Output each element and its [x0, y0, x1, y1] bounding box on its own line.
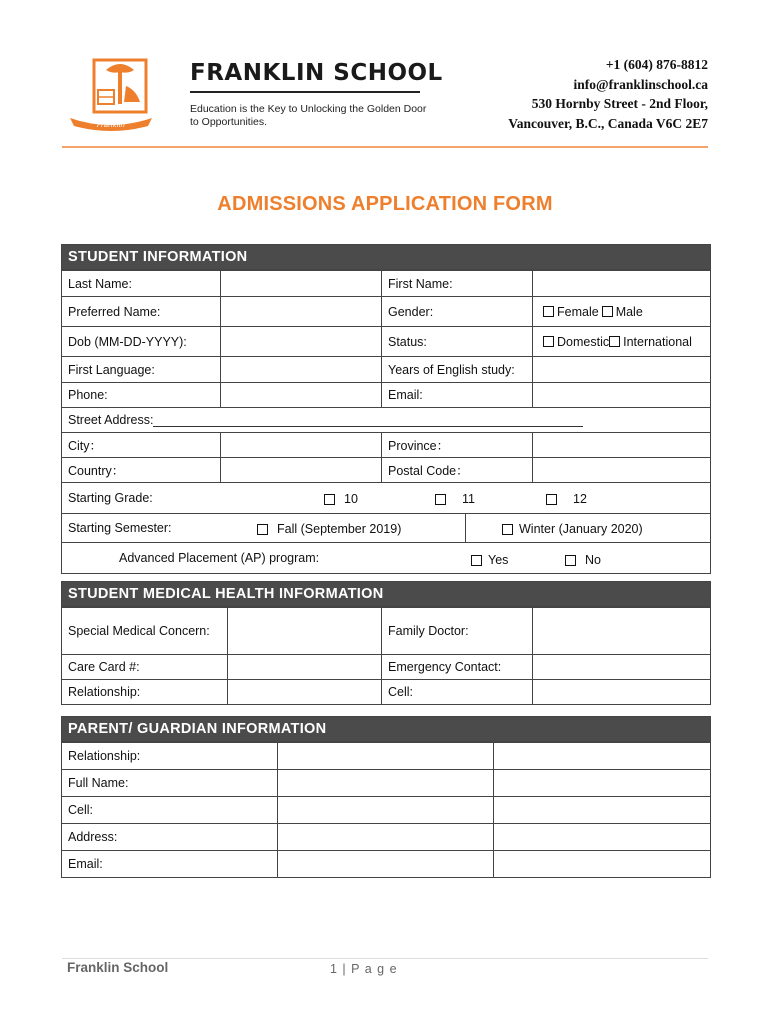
checkbox-icon[interactable]: [609, 336, 620, 347]
parent-full-name-label: Full Name:: [68, 776, 129, 790]
years-english-field[interactable]: [532, 357, 710, 382]
parent1-address-field[interactable]: [277, 824, 493, 850]
province-field[interactable]: [532, 433, 710, 457]
starting-semester-label: Starting Semester:: [68, 521, 172, 535]
logo-ribbon-text: Franklin: [96, 121, 126, 129]
option-label: Winter (January 2020): [519, 522, 643, 536]
checkbox-icon[interactable]: [257, 524, 268, 535]
semester-winter-option[interactable]: [502, 522, 643, 536]
form-row: [62, 796, 710, 823]
option-label: No: [585, 553, 601, 567]
status-domestic-option[interactable]: [543, 335, 609, 349]
family-doctor-label: Family Doctor:: [381, 608, 532, 654]
medical-information-section: [61, 581, 711, 705]
preferred-name-label: Preferred Name:: [68, 304, 161, 319]
parent-cell-label: Cell:: [68, 803, 94, 817]
first-language-field[interactable]: [220, 357, 381, 382]
email-field[interactable]: [532, 383, 710, 407]
checkbox-icon[interactable]: [435, 494, 446, 505]
checkbox-icon[interactable]: [602, 306, 613, 317]
last-name-field[interactable]: [220, 271, 381, 296]
checkbox-icon[interactable]: [502, 524, 513, 535]
checkbox-icon[interactable]: [471, 555, 482, 566]
option-label: 11: [462, 492, 475, 506]
care-card-field[interactable]: [227, 655, 381, 679]
email-label: Email:: [381, 383, 532, 407]
city-label: City：: [68, 439, 103, 453]
form-row: [62, 296, 710, 326]
checkbox-icon[interactable]: [324, 494, 335, 505]
grade-12-option[interactable]: [546, 492, 587, 506]
gender-label: Gender:: [381, 297, 532, 326]
form-row: [62, 482, 710, 513]
ap-yes-option[interactable]: [471, 553, 508, 567]
checkbox-icon[interactable]: [565, 555, 576, 566]
form-row: [62, 742, 710, 769]
form-row: [62, 850, 710, 877]
checkbox-icon[interactable]: [543, 336, 554, 347]
option-label: Fall (September 2019): [277, 522, 402, 536]
school-tagline: Education is the Key to Unlocking the Golden Door to Opportunities.: [190, 103, 427, 128]
form-row: [62, 607, 710, 654]
medical-relationship-field[interactable]: [227, 680, 381, 704]
first-name-field[interactable]: [532, 271, 710, 296]
parent1-email-field[interactable]: [277, 851, 493, 877]
school-name: FRANKLIN SCHOOL: [190, 60, 443, 86]
contact-address-line1: 530 Hornby Street - 2nd Floor,: [531, 96, 708, 111]
ap-program-label: Advanced Placement (AP) program:: [119, 551, 320, 565]
section-heading: STUDENT INFORMATION: [62, 245, 710, 270]
form-row: [62, 823, 710, 850]
country-field[interactable]: [220, 458, 381, 482]
contact-email: info@franklinschool.ca: [573, 76, 708, 92]
form-row: [62, 356, 710, 382]
parent-relationship-label: Relationship:: [68, 749, 141, 763]
last-name-label: Last Name:: [68, 276, 132, 291]
option-label: 12: [573, 492, 587, 506]
contact-address-line2: Vancouver, B.C., Canada V6C 2E7: [508, 115, 708, 131]
dob-label: Dob (MM-DD-YYYY):: [68, 334, 187, 349]
care-card-label: Care Card #:: [68, 660, 140, 674]
country-label: Country：: [68, 464, 125, 478]
form-row: [62, 457, 710, 482]
parent2-relationship-field[interactable]: [493, 743, 710, 769]
form-row: [62, 382, 710, 407]
form-row: [62, 326, 710, 356]
parent2-full-name-field[interactable]: [493, 770, 710, 796]
postal-code-label: Postal Code：: [381, 458, 532, 482]
province-label: Province：: [381, 433, 532, 457]
postal-code-field[interactable]: [532, 458, 710, 482]
option-label: International: [623, 334, 692, 349]
parent-address-label: Address:: [68, 830, 118, 844]
form-row: [62, 513, 710, 542]
street-address-field[interactable]: [153, 414, 583, 427]
ap-no-option[interactable]: [565, 553, 601, 567]
form-row: [62, 654, 710, 679]
starting-grade-label: Starting Grade:: [68, 491, 153, 505]
checkbox-icon[interactable]: [543, 306, 554, 317]
page-number: 1 | P a g e: [330, 962, 398, 976]
footer-school-name: Franklin School: [67, 960, 169, 975]
family-doctor-field[interactable]: [532, 608, 710, 654]
parent-guardian-section: [61, 716, 711, 878]
first-name-label: First Name:: [381, 271, 532, 296]
option-label: Female: [557, 304, 599, 319]
form-row: [62, 679, 710, 704]
parent1-cell-field[interactable]: [277, 797, 493, 823]
option-label: Yes: [488, 553, 509, 567]
section-heading: STUDENT MEDICAL HEALTH INFORMATION: [62, 582, 710, 607]
dob-field[interactable]: [220, 327, 381, 356]
medical-relationship-label: Relationship:: [68, 685, 141, 699]
emergency-contact-label: Emergency Contact:: [381, 655, 532, 679]
special-concern-field[interactable]: [227, 608, 381, 654]
status-options: [532, 327, 710, 356]
grade-11-option[interactable]: [435, 492, 475, 506]
form-row: [62, 542, 710, 573]
parent1-relationship-field[interactable]: [277, 743, 493, 769]
medical-cell-label: Cell:: [381, 680, 532, 704]
footer-divider: [62, 958, 708, 959]
form-title: ADMISSIONS APPLICATION FORM: [217, 193, 553, 215]
parent2-address-field[interactable]: [493, 824, 710, 850]
grade-10-option[interactable]: [324, 492, 358, 506]
semester-fall-option[interactable]: [257, 522, 401, 536]
first-language-label: First Language:: [68, 362, 155, 377]
special-concern-label: Special Medical Concern:: [68, 624, 210, 638]
phone-label: Phone:: [68, 388, 108, 402]
contact-phone: +1 (604) 876-8812: [605, 57, 708, 72]
parent-email-label: Email:: [68, 857, 103, 871]
header-divider: [62, 146, 708, 148]
parent1-full-name-field[interactable]: [277, 770, 493, 796]
form-row: [62, 407, 710, 432]
status-international-option[interactable]: [609, 335, 692, 349]
gender-male-option[interactable]: [602, 305, 643, 319]
form-row: [62, 270, 710, 296]
street-address-cell: [62, 408, 710, 432]
gender-options: [532, 297, 710, 326]
section-heading: PARENT/ GUARDIAN INFORMATION: [62, 717, 710, 742]
phone-field[interactable]: [220, 383, 381, 407]
form-row: [62, 432, 710, 457]
medical-cell-field[interactable]: [532, 680, 710, 704]
parent2-email-field[interactable]: [493, 851, 710, 877]
gender-female-option[interactable]: [543, 305, 599, 319]
preferred-name-field[interactable]: [220, 297, 381, 326]
brand-underline: [190, 91, 420, 93]
option-label: Domestic: [557, 334, 610, 349]
student-information-section: [61, 244, 711, 574]
years-english-label: Years of English study:: [381, 357, 532, 382]
form-row: [62, 769, 710, 796]
contact-block: [508, 55, 708, 133]
city-field[interactable]: [220, 433, 381, 457]
checkbox-icon[interactable]: [546, 494, 557, 505]
parent2-cell-field[interactable]: [493, 797, 710, 823]
status-label: Status:: [381, 327, 532, 356]
option-label: 10: [344, 492, 358, 506]
emergency-contact-field[interactable]: [532, 655, 710, 679]
school-crest-logo: [66, 56, 156, 132]
street-address-label: Street Address:: [68, 413, 154, 427]
option-label: Male: [615, 304, 643, 319]
